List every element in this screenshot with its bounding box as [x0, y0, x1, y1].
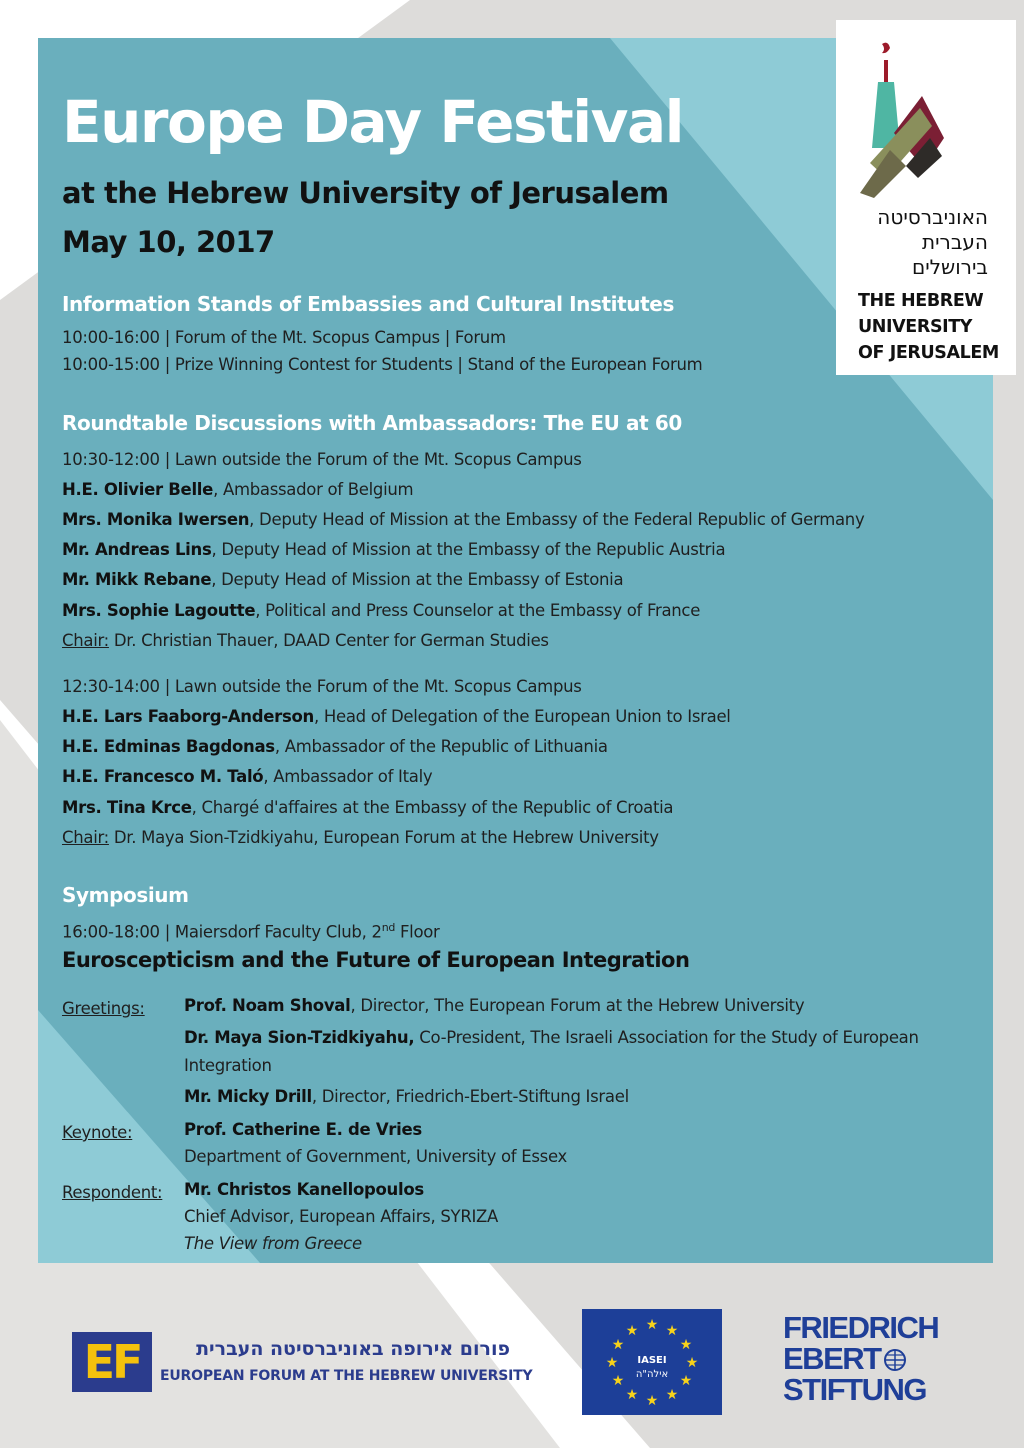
- speaker-line: [62, 569, 623, 591]
- floor-ordinal: nd: [381, 921, 396, 934]
- huji-english-line: OF JERUSALEM: [858, 343, 999, 363]
- respondent-topic: The View from Greece: [184, 1234, 362, 1253]
- speaker-role: , Political and Press Counselor at the Embassy of France: [255, 601, 701, 620]
- svg-text:★: ★: [611, 1337, 625, 1353]
- svg-text:★: ★: [645, 1393, 659, 1409]
- speaker-role: , Deputy Head of Mission at the Embassy of the Republic Austria: [211, 540, 726, 559]
- speaker-role: , Ambassador of Belgium: [213, 480, 414, 499]
- speaker-name: Mr. Andreas Lins: [62, 540, 212, 559]
- speaker-role: , Deputy Head of Mission at the Embassy of Estonia: [211, 570, 624, 589]
- greeting-role: , Director, The European Forum at the Hebrew University: [350, 996, 805, 1015]
- svg-text:★: ★: [679, 1373, 693, 1389]
- huji-english-line: THE HEBREW: [858, 291, 984, 311]
- speaker-name: H.E. Edminas Bagdonas: [62, 737, 275, 756]
- speaker-name: Mrs. Sophie Lagoutte: [62, 601, 256, 620]
- speaker-name: H.E. Francesco M. Taló: [62, 767, 264, 786]
- speaker-line: [62, 766, 432, 788]
- symposium-time: [62, 917, 440, 944]
- event-date: May 10, 2017: [62, 225, 275, 259]
- chair-line: [62, 827, 659, 849]
- huji-hebrew-line: בירושלים: [911, 255, 988, 279]
- respondent-name: [184, 1176, 944, 1204]
- svg-text:★: ★: [665, 1323, 679, 1339]
- symposium-time-floor: Floor: [395, 922, 440, 942]
- svg-text:★: ★: [679, 1337, 693, 1353]
- greeting-role: , Director, Friedrich-Ebert-Stiftung Israel: [311, 1087, 629, 1106]
- globe-icon: [883, 1348, 907, 1372]
- svg-text:★: ★: [665, 1387, 679, 1403]
- greeting-name: Dr. Maya Sion-Tzidkiyahu,: [184, 1028, 415, 1047]
- speaker-name: H.E. Lars Faaborg-Anderson: [62, 707, 314, 726]
- keynote-speaker: Prof. Catherine E. de Vries: [184, 1120, 422, 1139]
- chair-label: Chair:: [62, 631, 109, 650]
- fes-line: [783, 1343, 938, 1374]
- speaker-line: [62, 600, 700, 622]
- svg-text:★: ★: [645, 1317, 659, 1333]
- event-subtitle: at the Hebrew University of Jerusalem: [62, 176, 669, 210]
- speaker-role: , Ambassador of the Republic of Lithuania: [274, 737, 608, 756]
- huji-emblem-icon: [860, 38, 952, 198]
- ef-hebrew-name: פורום אירופה באוניברסיטה העברית: [196, 1338, 510, 1360]
- speaker-line: [62, 479, 413, 501]
- chair-line: [62, 630, 549, 652]
- speaker-role: , Chargé d'affaires at the Embassy of the Republic of Croatia: [191, 798, 674, 817]
- svg-text:★: ★: [685, 1355, 699, 1371]
- huji-hebrew-line: העברית: [921, 230, 988, 254]
- huji-english-name: [858, 288, 999, 366]
- huji-english-line: UNIVERSITY: [858, 317, 973, 337]
- speaker-line: [62, 736, 608, 758]
- respondent-speaker: Mr. Christos Kanellopoulos: [184, 1180, 424, 1199]
- ef-letters: EF: [83, 1335, 141, 1389]
- stands-line: 10:00-16:00 | Forum of the Mt. Scopus Campus | Forum: [62, 328, 506, 347]
- respondent-affiliation: Chief Advisor, European Affairs, SYRIZA: [184, 1207, 499, 1226]
- speaker-name: H.E. Olivier Belle: [62, 480, 214, 499]
- speaker-line: [62, 797, 673, 819]
- svg-text:★: ★: [605, 1355, 619, 1371]
- fes-logo: [783, 1312, 938, 1405]
- event-title: Europe Day Festival: [62, 88, 683, 156]
- svg-text:★: ★: [611, 1373, 625, 1389]
- fes-ebert: EBERT: [783, 1341, 881, 1376]
- ef-english-name: EUROPEAN FORUM AT THE HEBREW UNIVERSITY: [160, 1368, 533, 1384]
- speaker-line: [62, 509, 864, 531]
- keynote-label: Keynote:: [62, 1123, 133, 1142]
- svg-text:★: ★: [625, 1387, 639, 1403]
- huji-hebrew-name: [828, 205, 988, 280]
- greetings-label: Greetings:: [62, 999, 145, 1018]
- session2-time: 12:30-14:00 | Lawn outside the Forum of the Mt. Scopus Campus: [62, 677, 582, 696]
- chair-name: Dr. Christian Thauer, DAAD Center for German Studies: [108, 631, 549, 650]
- greeting-role: Co-President, The Israeli Association for the Study of European Integration: [184, 1028, 919, 1075]
- speaker-name: Mrs. Monika Iwersen: [62, 510, 250, 529]
- greeting-name: Prof. Noam Shoval: [184, 996, 351, 1015]
- respondent-label: Respondent:: [62, 1183, 163, 1202]
- huji-hebrew-line: האוניברסיטה: [877, 205, 988, 229]
- speaker-line: [62, 539, 725, 561]
- fes-line: FRIEDRICH: [783, 1310, 939, 1345]
- svg-text:★: ★: [625, 1323, 639, 1339]
- keynote-name: [184, 1116, 944, 1144]
- stands-line: 10:00-15:00 | Prize Winning Contest for Students | Stand of the European Forum: [62, 355, 703, 374]
- keynote-affiliation: Department of Government, University of Essex: [184, 1147, 568, 1166]
- chair-label: Chair:: [62, 828, 109, 847]
- speaker-name: Mr. Mikk Rebane: [62, 570, 212, 589]
- speaker-role: , Ambassador of Italy: [263, 767, 433, 786]
- iasei-acronym: IASEI: [637, 1355, 667, 1366]
- symposium-heading: Symposium: [62, 883, 189, 907]
- symposium-title: Euroscepticism and the Future of European Integration: [62, 948, 690, 972]
- session1-time: 10:30-12:00 | Lawn outside the Forum of the Mt. Scopus Campus: [62, 450, 582, 469]
- greeting-name: Mr. Micky Drill: [184, 1087, 312, 1106]
- speaker-line: [62, 706, 731, 728]
- european-forum-logo: [72, 1332, 152, 1392]
- iasei-hebrew: אילה"ה: [635, 1369, 669, 1380]
- symposium-time-main: 16:00-18:00 | Maiersdorf Faculty Club, 2: [62, 922, 382, 942]
- greeting-entry: [184, 1083, 944, 1111]
- roundtable-heading: Roundtable Discussions with Ambassadors: The EU at 60: [62, 411, 682, 435]
- chair-name: Dr. Maya Sion-Tzidkiyahu, European Forum at the Hebrew University: [108, 828, 659, 847]
- fes-line: STIFTUNG: [783, 1372, 926, 1407]
- speaker-role: , Deputy Head of Mission at the Embassy of the Federal Republic of Germany: [249, 510, 865, 529]
- stands-heading: Information Stands of Embassies and Cultural Institutes: [62, 292, 674, 316]
- greeting-entry: [184, 1024, 924, 1080]
- speaker-role: , Head of Delegation of the European Union to Israel: [314, 707, 731, 726]
- speaker-name: Mrs. Tina Krce: [62, 798, 192, 817]
- greeting-entry: [184, 992, 944, 1020]
